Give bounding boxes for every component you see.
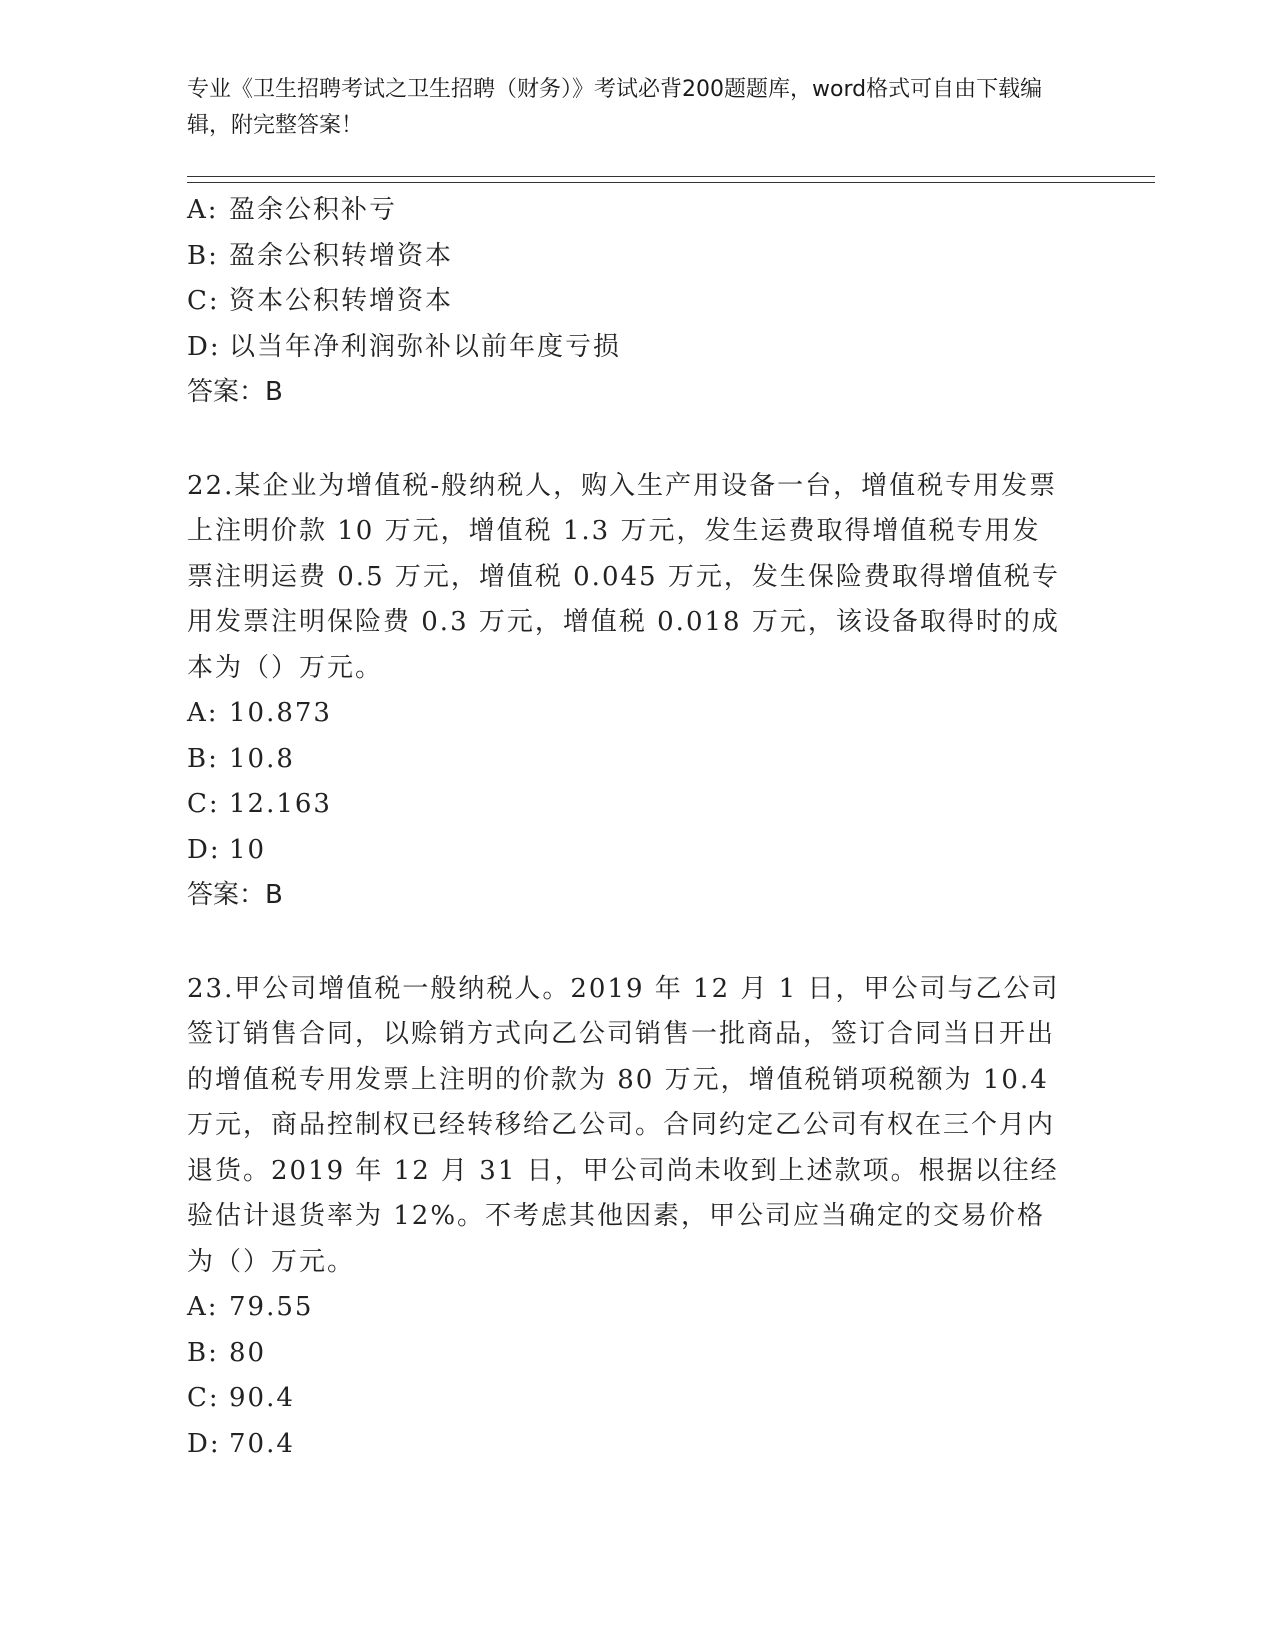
option-letter: C: (187, 286, 220, 316)
option-text: 12.163 (229, 789, 332, 819)
question-content (187, 188, 1087, 1467)
option-letter: C: (187, 789, 220, 819)
option-b (187, 1331, 1087, 1377)
document-header: 专业《卫生招聘考试之卫生招聘（财务）》考试必背200题题库，word格式可自由下载编辑，附完整答案！ (187, 77, 1043, 138)
option-letter: B: (187, 240, 219, 271)
option-a (187, 1285, 1087, 1331)
option-letter: D: (187, 1428, 221, 1459)
option-letter: A: (187, 195, 219, 225)
option-letter: D: (187, 331, 221, 362)
option-text: 90.4 (229, 1383, 295, 1413)
option-letter: D: (187, 834, 221, 865)
option-letter: B: (187, 743, 219, 774)
option-text: 10 (229, 834, 267, 865)
option-text: 盈余公积补亏 (229, 195, 398, 225)
option-a (187, 188, 1087, 234)
header-divider-top (187, 176, 1155, 177)
question-23 (187, 963, 1087, 1468)
option-letter: A: (187, 698, 219, 728)
option-text: 79.55 (229, 1292, 314, 1322)
option-letter: C: (187, 1383, 220, 1413)
option-c (187, 782, 1087, 828)
option-text: 70.4 (229, 1428, 295, 1459)
option-d (187, 828, 1087, 874)
option-text: 资本公积转增资本 (229, 286, 454, 316)
option-letter: B: (187, 1337, 219, 1368)
question-stem: 22.某企业为增值税-般纳税人，购入生产用设备一台，增值税专用发票上注明价款 10 万元，增值税 1.3 万元，发生运费取得增值税专用发票注明运费 0.5 万元，增值税 0.045 万元，发生保险费取得增值税专用发票注明保险费 0.3 万元，增值税 0.018 万元，该设备取得时的成本为（）万元。 (187, 470, 1060, 683)
option-b (187, 737, 1087, 783)
option-a (187, 691, 1087, 737)
question-21-options (187, 188, 1087, 416)
question-22 (187, 460, 1087, 919)
option-text: 以当年净利润弥补以前年度亏损 (229, 331, 622, 362)
option-c (187, 1376, 1087, 1422)
option-letter: A: (187, 1292, 219, 1322)
answer-line: 答案：B (187, 880, 283, 910)
question-stem: 23.甲公司增值税一般纳税人。2019 年 12 月 1 日，甲公司与乙公司签订销售合同，以赊销方式向乙公司销售一批商品，签订合同当日开出的增值税专用发票上注明的价款为 80 万元，增值税销项税额为 10.4 万元，商品控制权已经转移给乙公司。合同约定乙公司有权在三个月内退货。2019 年 12 月 31 日，甲公司尚未收到上述款项。根据以往经验估计退货率为 12%。不考虑其他因素，甲公司应当确定的交易价格为（）万元。 (187, 973, 1060, 1277)
option-text: 盈余公积转增资本 (229, 240, 454, 271)
option-text: 80 (229, 1337, 267, 1368)
option-d (187, 325, 1087, 371)
option-b (187, 234, 1087, 280)
option-c (187, 279, 1087, 325)
header-divider-bottom (187, 182, 1155, 183)
option-d (187, 1422, 1087, 1468)
answer-line: 答案：B (187, 377, 283, 407)
option-text: 10.873 (229, 698, 332, 728)
option-text: 10.8 (229, 743, 295, 774)
